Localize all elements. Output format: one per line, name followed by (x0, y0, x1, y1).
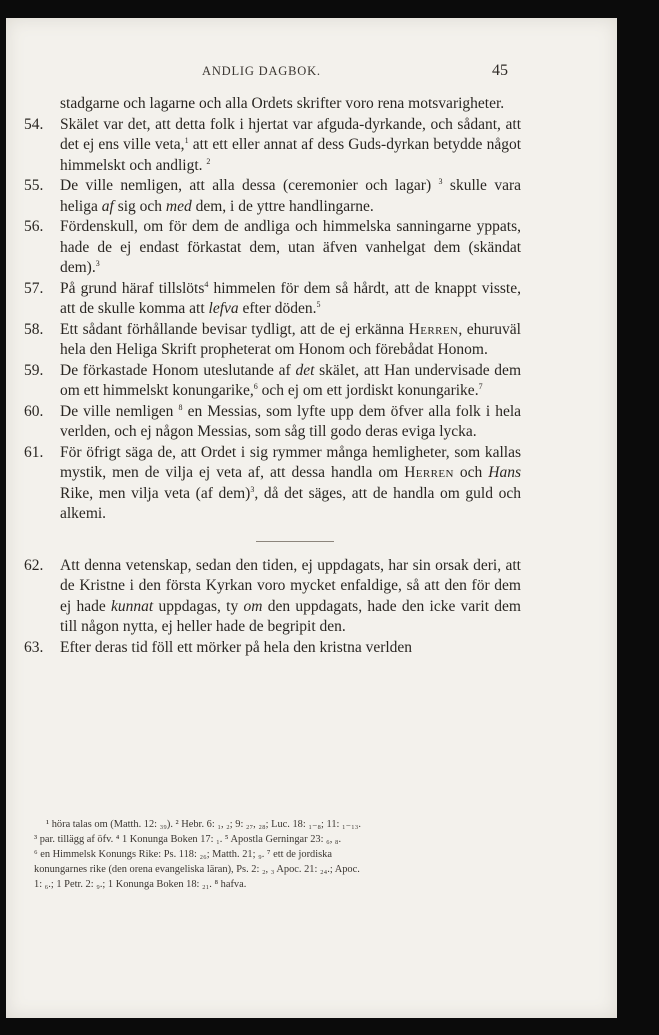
verse-number: 59. (24, 361, 44, 379)
verse-60: 60. De ville nemligen $^8$ en Messias, som lyfte upp dem öfver alla folk i hela verlden, och ej någon Messias, som såg till godo deras eviga lycka. (24, 402, 522, 440)
verse-number: 62. (24, 556, 44, 574)
verse-55: 55. De ville nemligen, att alla dessa (ceremonier och lagar) $^3$ skulle vara heliga af sig och med dem, i de yttre handlingarne. (24, 177, 521, 215)
verse-number: 56. (24, 218, 44, 235)
verse-57: 57. På grund häraf tillslöts$^4$ himmelen för dem så hårdt, att de knappt visste, att de skulle komma att lefva efter döden.$^5$ (24, 279, 521, 317)
running-title: ANDLIG DAGBOK. (202, 64, 321, 78)
italic-word: om (243, 597, 263, 615)
footnote-ref: 2 (206, 156, 211, 166)
verse-61: 61. För öfrigt säga de, att Ordet i sig rymmer många hemligheter, som kallas mystik, men de vilja ej veta af, att dessa handla om Herren och Hans Rike, men vilja veta (af dem)$^3$, då det säges, att de handla om guld och alkemi. (24, 443, 521, 522)
book-page (6, 18, 617, 1018)
footnotes (6, 817, 617, 892)
footnote-line: ¹ höra talas om (Matth. 12: ₃₉). ² Hebr. 6: ₁, ₂; 9: ₂₇, ₂₈; Luc. 18: ₁₋₈; 11: ₁₋₁₃. (46, 819, 361, 830)
verse-63: 63. Efter deras tid föll ett mörker på hela den kristna verlden (6, 638, 617, 659)
body-text (6, 94, 617, 658)
verse-62: 62. Att denna vetenskap, sedan den tiden, ej uppdagats, har sin orsak deri, att de Kristne i den första Kyrkan voro mycket enfaldige, så att den för dem ej hade kunnat uppdagas, ty om den uppdagats, hade den icke varit dem till någon nytta, ej heller hade de begripit den. (24, 556, 521, 635)
footnote-ref: 3 (438, 177, 443, 186)
verse-56: 56. Fördenskull, om för dem de andliga och himmelska sanningarne yppats, hade de ej endast förkastat dem, utan äfven vanhelgat dem (skändat dem).$^3$ (24, 218, 521, 276)
italic-word: kunnat (111, 597, 154, 615)
italic-word: af (101, 197, 114, 215)
footnote-ref: 6 (253, 382, 258, 391)
page-number: 45 (492, 62, 508, 79)
page-header (6, 64, 617, 84)
verse-number: 54. (24, 115, 44, 133)
small-caps-word: Herren (408, 320, 459, 338)
verse-number: 57. (24, 279, 44, 297)
verse-59: 59. De förkastade Honom uteslutande af det skälet, att Han undervisade dem om ett himmelskt konungarike,$^6$ och ej om ett jordiskt konungarike.$^7$ (24, 361, 521, 399)
footnote-line: ⁶ en Himmelsk Konungs Rike: Ps. 118: ₂₆; Matth. 21; ₉. ⁷ ett de jordiska (34, 849, 332, 860)
verse-58: 58. Ett sådant förhållande bevisar tydligt, att de ej erkänna Herren, ehuruväl hela den Heliga Skrift propheterat om Honom och förebådat Honom. (24, 320, 521, 358)
footnote-ref: 3 (250, 484, 255, 494)
footnote-ref: 4 (204, 279, 209, 289)
intro-paragraph: stadgarne och lagarne och alla Ordets skrifter voro rena motsvarigheter. (60, 95, 505, 112)
footnote-line: ³ par. tillägg af öfv. ⁴ 1 Konunga Boken 17: ₁. ⁵ Apostla Gerningar 23: ₆, ₈. (34, 834, 342, 845)
verse-number: 55. (24, 177, 44, 194)
footnote-ref: 7 (478, 382, 483, 391)
verse-number: 60. (24, 402, 44, 420)
footnote-ref: 1 (184, 136, 189, 145)
footnote-line: konungarnes rike (den orena evangeliska läran), Ps. 2: ₂, ₃ Apoc. 21: ₂₄.; Apoc. (34, 864, 360, 875)
footnote-ref: 8 (178, 402, 183, 412)
italic-word: med (165, 197, 192, 215)
footnote-ref: 3 (95, 259, 100, 268)
verse-number: 58. (24, 320, 44, 338)
italic-word: Hans (488, 464, 521, 481)
italic-word: det (295, 361, 315, 379)
verse-54: 54. Skälet var det, att detta folk i hjertat var afguda-dyrkande, och sådant, att det ej ens ville veta,$^1$ att ett eller annat af dess Guds-dyrkan betydde något himmelskt och andligt. $^2$ (24, 115, 522, 174)
footnote-line: 1: ₆.; 1 Petr. 2: ₉.; 1 Konunga Boken 18: ₂₁. ⁸ hafva. (34, 879, 247, 890)
section-divider (256, 541, 334, 542)
footnote-ref: 5 (316, 300, 321, 309)
verse-number: 61. (24, 443, 44, 461)
verse-number: 63. (24, 638, 44, 656)
small-caps-word: Herren (404, 464, 454, 481)
italic-word: lefva (208, 300, 239, 317)
